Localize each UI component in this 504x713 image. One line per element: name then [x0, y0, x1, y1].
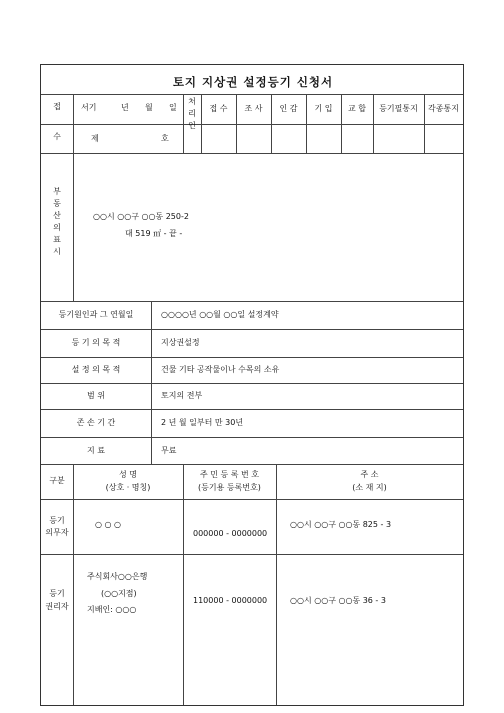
reception-label-top: 접 [53, 102, 61, 111]
parties-col-id-sub: (등기용 등록번호) [198, 483, 261, 492]
holder-address: ○○시 ○○구 ○○동 36 - 3 [290, 596, 386, 605]
processing-col-check: 교 합 [348, 104, 366, 113]
field-value-duration: 2 년 월 일부터 만 30년 [161, 418, 244, 427]
parties-col-address: 주 소 [360, 470, 379, 479]
rule-property-bottom [41, 301, 463, 302]
rule-obligor [41, 554, 463, 555]
rule-v-col6 [424, 94, 425, 153]
field-label-scope: 범 위 [87, 391, 105, 400]
holder-branch: (○○지점) [101, 589, 137, 598]
rule-header-bottom [41, 153, 463, 154]
parties-col-type: 구분 [49, 476, 65, 485]
reception-year: 년 [121, 103, 129, 112]
reception-number-suffix: 호 [161, 134, 169, 143]
parties-col-name-sub: (상호 · 명칭) [105, 483, 151, 492]
obligor-address: ○○시 ○○구 ○○동 825 - 3 [290, 520, 392, 529]
reception-number-prefix: 제 [91, 134, 99, 143]
field-value-rent: 무료 [161, 446, 177, 455]
field-label-rent: 지 료 [87, 446, 105, 455]
rule-v-col3 [306, 94, 307, 153]
holder-manager: 지배인: ○○○ [87, 605, 137, 614]
parties-col-address-sub: (소 재 지) [352, 483, 387, 492]
property-area: 대 519 ㎡ - 끝 - [125, 229, 183, 238]
rule-v-fields [151, 301, 152, 464]
obligor-type-1: 등기 [49, 516, 65, 525]
rule-v-col2 [271, 94, 272, 153]
property-address: ○○시 ○○구 ○○동 250-2 [93, 212, 189, 221]
property-label: 부 동 산 의 표 시 [53, 187, 61, 256]
rule-field-3 [41, 383, 463, 384]
rule-v-party-id [276, 464, 277, 705]
rule-parties-header [41, 499, 463, 500]
rule-title [41, 94, 463, 95]
field-label-setup-purpose: 설 정 의 목 적 [71, 365, 121, 374]
holder-id: 110000 - 0000000 [193, 596, 268, 605]
rule-reception-mid [41, 124, 201, 125]
processing-col-seal: 인 감 [279, 104, 298, 113]
holder-type-2: 권리자 [45, 602, 69, 611]
holder-name: 주식회사○○은행 [87, 572, 148, 581]
reception-date-prefix: 서기 [81, 103, 97, 112]
field-value-cause: ○○○○년 ○○월 ○○일 설정계약 [161, 310, 279, 319]
rule-field-1 [41, 329, 463, 330]
rule-v-party-name [183, 464, 184, 705]
rule-v-reception-label [73, 94, 74, 153]
reception-day: 일 [169, 103, 177, 112]
processing-col-review: 조 사 [244, 104, 263, 113]
processing-col-reception: 접 수 [209, 104, 228, 113]
application-form [40, 64, 464, 706]
holder-type-1: 등기 [49, 589, 65, 598]
rule-v-party-type [73, 464, 74, 705]
processing-col-notices: 각종통지 [428, 104, 459, 113]
parties-col-id: 주 민 등 록 번 호 [199, 470, 260, 479]
reception-label-bottom: 수 [53, 132, 61, 141]
rule-v-col5 [373, 94, 374, 153]
obligor-id: 000000 - 0000000 [193, 529, 268, 538]
processing-label: 처 리 인 [188, 97, 196, 130]
rule-field-5 [41, 437, 463, 438]
rule-v-reception-end [183, 94, 184, 153]
rule-field-6 [41, 464, 463, 465]
rule-field-2 [41, 357, 463, 358]
processing-col-entry: 기 입 [314, 104, 333, 113]
rule-v-processing-label [201, 94, 202, 153]
obligor-type-2: 의무자 [45, 528, 69, 537]
field-label-cause: 등기원인과 그 연월일 [58, 310, 134, 319]
reception-month: 월 [145, 103, 153, 112]
field-value-purpose: 지상권설정 [161, 338, 200, 347]
rule-v-col1 [236, 94, 237, 153]
rule-field-4 [41, 409, 463, 410]
obligor-name: ○ ○ ○ [95, 520, 122, 529]
field-label-duration: 존 손 기 간 [76, 418, 116, 427]
rule-v-property [73, 153, 74, 301]
form-title: 토지 지상권 설정등기 신청서 [172, 75, 334, 89]
field-value-setup-purpose: 건물 기타 공작물이나 수목의 소유 [161, 365, 280, 374]
field-value-scope: 토지의 전부 [161, 391, 203, 400]
rule-v-col4 [341, 94, 342, 153]
parties-col-name: 성 명 [119, 470, 137, 479]
field-label-purpose: 등 기 의 목 적 [71, 338, 121, 347]
processing-col-completion-notice: 등기필통지 [379, 104, 418, 113]
